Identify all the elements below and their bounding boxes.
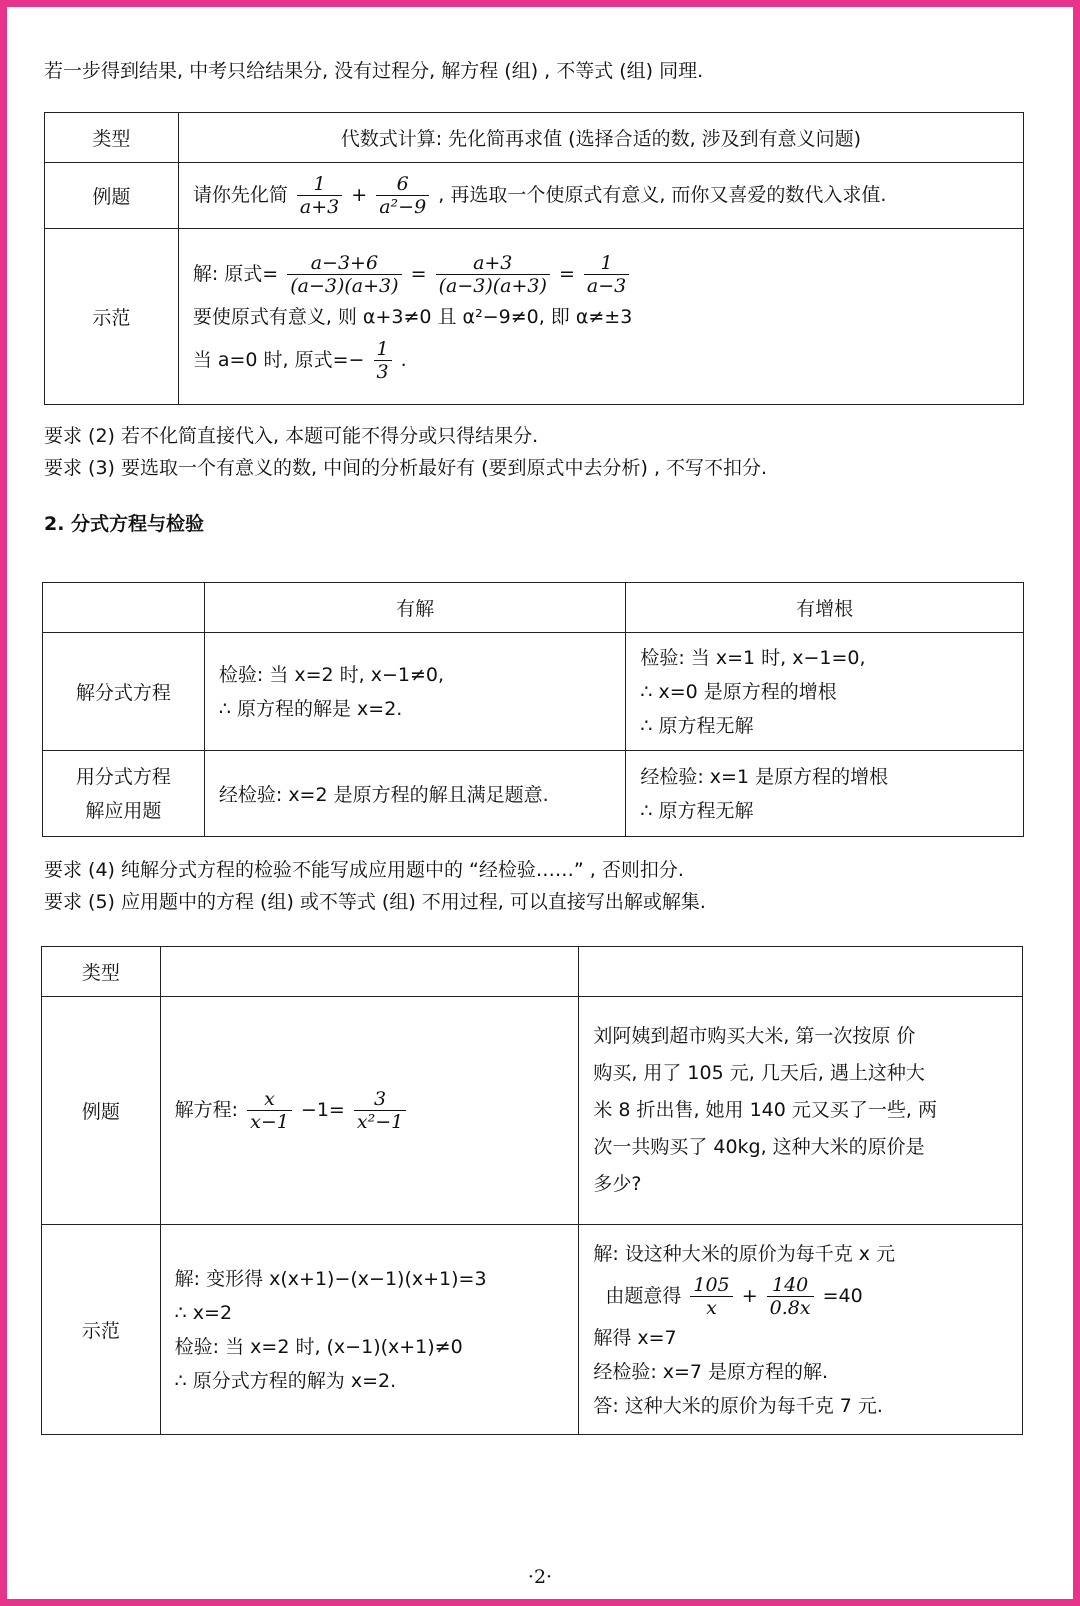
demo-fraction-2 [436,252,550,297]
cell-line: 解应用题 [85,799,162,822]
table1-example-label: 例题 [45,163,179,229]
fraction-numerator: a+3 [436,252,550,275]
table1-example-cell [178,163,1023,229]
word-problem-line: 多少? [593,1173,642,1195]
requirement-5: 要求 (5) 应用题中的方程 (组) 或不等式 (组) 不用过程, 可以直接写出解或解集. [44,891,706,913]
cell-line: 经检验: x=1 是原方程的增根 [640,765,889,788]
table3-type-label: 类型 [42,947,161,997]
fraction-numerator: 105 [690,1274,732,1297]
demo-right-prefix: 由题意得 [605,1284,682,1307]
table2-row2-extraneous [626,751,1024,837]
table1-row-demo [45,229,1024,405]
example-left-fraction-1 [247,1088,292,1133]
demo-right-eq: =40 [822,1284,863,1307]
table-equation-examples [41,946,1023,1435]
demo-right-line: 解: 设这种大米的原价为每千克 x 元 [593,1242,896,1265]
fraction-numerator: a−3+6 [287,252,401,275]
fraction-denominator: a²−9 [379,196,427,218]
equals-sign: = [558,262,575,285]
fraction-denominator: a+3 [299,196,340,218]
cell-line: 用分式方程 [75,765,171,788]
word-problem-line: 次一共购买了 40kg, 这种大米的原价是 [593,1136,925,1158]
demo-left-line: ∴ x=2 [174,1301,233,1324]
cell-line: 检验: 当 x=1 时, x−1=0, [640,646,866,669]
table2-header-extraneous: 有增根 [626,583,1024,633]
fraction-denominator: 0.8x [769,1296,811,1319]
fraction-numerator: 3 [354,1088,406,1111]
fraction-numerator: 1 [374,338,392,361]
plus-sign: + [741,1284,758,1307]
demo-fraction-1 [287,252,401,297]
table2-row-application [43,751,1024,837]
page-number: ·2· [527,1566,553,1588]
demo-line3-fraction [374,338,392,383]
table1-row-example [45,163,1024,229]
demo-line3-suffix: . [400,348,407,371]
table1-row-type [45,113,1024,163]
example-suffix: , 再选取一个使原式有意义, 而你又喜爱的数代入求值. [438,184,887,206]
table3-type-blank-left [160,947,579,997]
table3-example-right [579,997,1023,1225]
example-left-mid: −1= [300,1099,345,1121]
table3-row-type [42,947,1023,997]
example-fraction-1 [297,173,342,218]
table3-demo-left [160,1225,579,1435]
table2-header-has-solution: 有解 [204,583,625,633]
demo-right-fraction-1 [690,1274,732,1319]
table3-example-label: 例题 [42,997,161,1225]
example-left-prefix: 解方程: [174,1099,239,1121]
demo-line-1 [193,248,1009,300]
demo-left-line: 检验: 当 x=2 时, (x−1)(x+1)≠0 [174,1335,463,1358]
fraction-numerator: 6 [376,173,429,196]
table2-header-blank [43,583,205,633]
table1-demo-cell [178,229,1023,405]
demo-left-line: ∴ 原分式方程的解为 x=2. [174,1369,397,1392]
fraction-denominator: x [706,1296,717,1319]
table3-row-example [42,997,1023,1225]
table3-demo-label: 示范 [42,1225,161,1435]
table-algebra-simplify [44,112,1024,405]
table3-demo-right [579,1225,1023,1435]
table1-demo-label: 示范 [45,229,179,405]
table1-type-value: 代数式计算: 先化简再求值 (选择合适的数, 涉及到有意义问题) [178,113,1023,163]
requirement-4: 要求 (4) 纯解分式方程的检验不能写成应用题中的 “经检验……” , 否则扣分. [44,859,684,881]
demo-right-line: 答: 这种大米的原价为每千克 7 元. [593,1394,883,1417]
demo-right-line: 经检验: x=7 是原方程的解. [593,1360,829,1383]
table3-type-blank-right [579,947,1023,997]
fraction-denominator: x−1 [250,1111,289,1133]
demo-prefix: 解: 原式= [192,262,279,285]
fraction-numerator: 140 [767,1274,814,1297]
plus-sign: + [351,184,368,206]
demo-line-3 [193,334,1009,386]
demo-right-line: 解得 x=7 [593,1326,677,1349]
fraction-denominator: x²−1 [356,1111,404,1133]
requirement-3: 要求 (3) 要选取一个有意义的数, 中间的分析最好有 (要到原式中去分析) , 不写不扣分. [44,457,768,479]
word-problem-line: 刘阿姨到超市购买大米, 第一次按原 价 [593,1025,916,1047]
example-left-fraction-2 [354,1088,406,1133]
fraction-numerator: x [247,1088,292,1111]
cell-line: ∴ 原方程的解是 x=2. [218,697,403,720]
equals-sign: = [410,262,427,285]
table2-row-solve [43,633,1024,751]
table2-header-row [43,583,1024,633]
demo-line-2: 要使原式有意义, 则 α+3≠0 且 α²−9≠0, 即 α≠±3 [192,305,633,328]
table3-row-demo [42,1225,1023,1435]
table1-type-label: 类型 [45,113,179,163]
requirement-2: 要求 (2) 若不化简直接代入, 本题可能不得分或只得结果分. [44,425,539,447]
cell-line: ∴ 原方程无解 [640,799,754,822]
word-problem-line: 米 8 折出售, 她用 140 元又买了一些, 两 [593,1099,937,1121]
demo-left-line: 解: 变形得 x(x+1)−(x−1)(x+1)=3 [174,1267,487,1290]
fraction-denominator: 3 [376,360,389,383]
table2-row1-label: 解分式方程 [43,633,205,751]
table-fractional-equation-check [42,582,1024,837]
demo-right-fraction-2 [767,1274,814,1319]
example-prefix: 请你先化简 [192,184,288,206]
table2-row1-extraneous [626,633,1024,751]
cell-line: 检验: 当 x=2 时, x−1≠0, [218,663,445,686]
demo-fraction-3 [584,252,629,297]
table2-row1-solution [204,633,625,751]
fraction-denominator: a−3 [586,274,627,297]
fraction-numerator: 1 [297,173,342,196]
fraction-numerator: 1 [584,252,629,275]
section-2-title: 2. 分式方程与检验 [44,513,205,535]
table2-row2-label [43,751,205,837]
fraction-denominator: (a−3)(a+3) [438,274,547,297]
table3-example-left [160,997,579,1225]
demo-line3-prefix: 当 a=0 时, 原式=− [192,348,365,371]
example-fraction-2 [376,173,429,218]
table2-row2-solution: 经检验: x=2 是原方程的解且满足题意. [204,751,625,837]
cell-line: ∴ x=0 是原方程的增根 [640,680,837,703]
fraction-denominator: (a−3)(a+3) [290,274,399,297]
cell-line: ∴ 原方程无解 [640,714,754,737]
word-problem-line: 购买, 用了 105 元, 几天后, 遇上这种大 [593,1062,925,1084]
demo-right-equation [593,1271,1008,1321]
intro-line: 若一步得到结果, 中考只给结果分, 没有过程分, 解方程 (组) , 不等式 (组) 同理. [44,60,704,82]
